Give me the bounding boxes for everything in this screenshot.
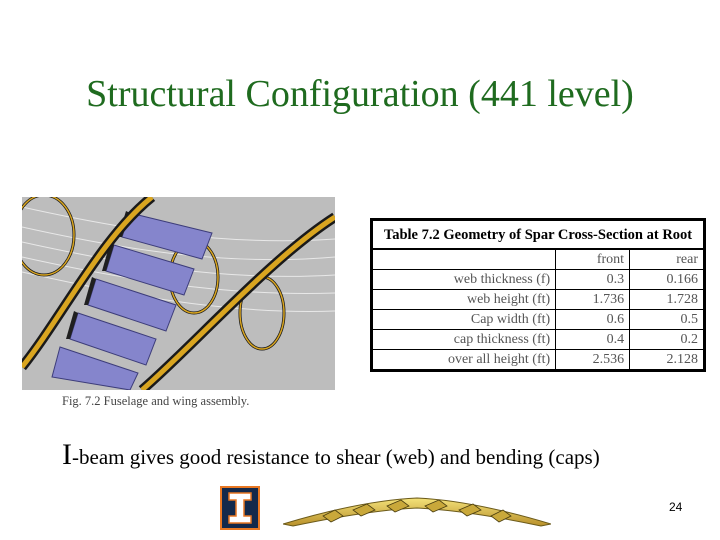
table-cell: 2.536 — [556, 350, 630, 371]
table-cell: 0.6 — [556, 310, 630, 330]
table-row — [372, 310, 705, 330]
slide-title: Structural Configuration (441 level) — [86, 73, 634, 115]
table-cell: 0.5 — [630, 310, 705, 330]
table-row — [372, 350, 705, 371]
table-cell: 0.4 — [556, 330, 630, 350]
table-row — [372, 270, 705, 290]
table-header: front — [556, 249, 630, 270]
table-cell: web height (ft) — [372, 290, 556, 310]
table-cell: web thickness (f) — [372, 270, 556, 290]
spar-geometry-table — [370, 218, 706, 372]
table-cell: 0.2 — [630, 330, 705, 350]
block-i-icon — [227, 491, 253, 525]
table-row — [372, 290, 705, 310]
table-row — [372, 330, 705, 350]
page-number: 24 — [669, 500, 683, 514]
fuselage-wing-illustration — [22, 197, 335, 390]
university-logo-icon — [220, 486, 260, 530]
table-cell: 2.128 — [630, 350, 705, 371]
table-cell: 0.166 — [630, 270, 705, 290]
table-header: rear — [630, 249, 705, 270]
course-banner-logo — [283, 492, 551, 533]
table-cell: 0.3 — [556, 270, 630, 290]
banner-logo-graphic — [283, 492, 551, 528]
bullet-body: -beam gives good resistance to shear (web) and bending (caps) — [72, 445, 600, 469]
table-header-row — [372, 249, 705, 270]
bullet-text — [62, 438, 600, 472]
table-cell: Cap width (ft) — [372, 310, 556, 330]
fuselage-wing-figure — [22, 197, 335, 390]
table-cell: 1.728 — [630, 290, 705, 310]
table-header — [372, 249, 556, 270]
table-caption: Table 7.2 Geometry of Spar Cross-Section at Root — [372, 220, 705, 250]
table-cell: cap thickness (ft) — [372, 330, 556, 350]
table-cell: 1.736 — [556, 290, 630, 310]
figure-caption: Fig. 7.2 Fuselage and wing assembly. — [62, 394, 250, 408]
table-cell: over all height (ft) — [372, 350, 556, 371]
bullet-initial: I — [62, 438, 72, 471]
